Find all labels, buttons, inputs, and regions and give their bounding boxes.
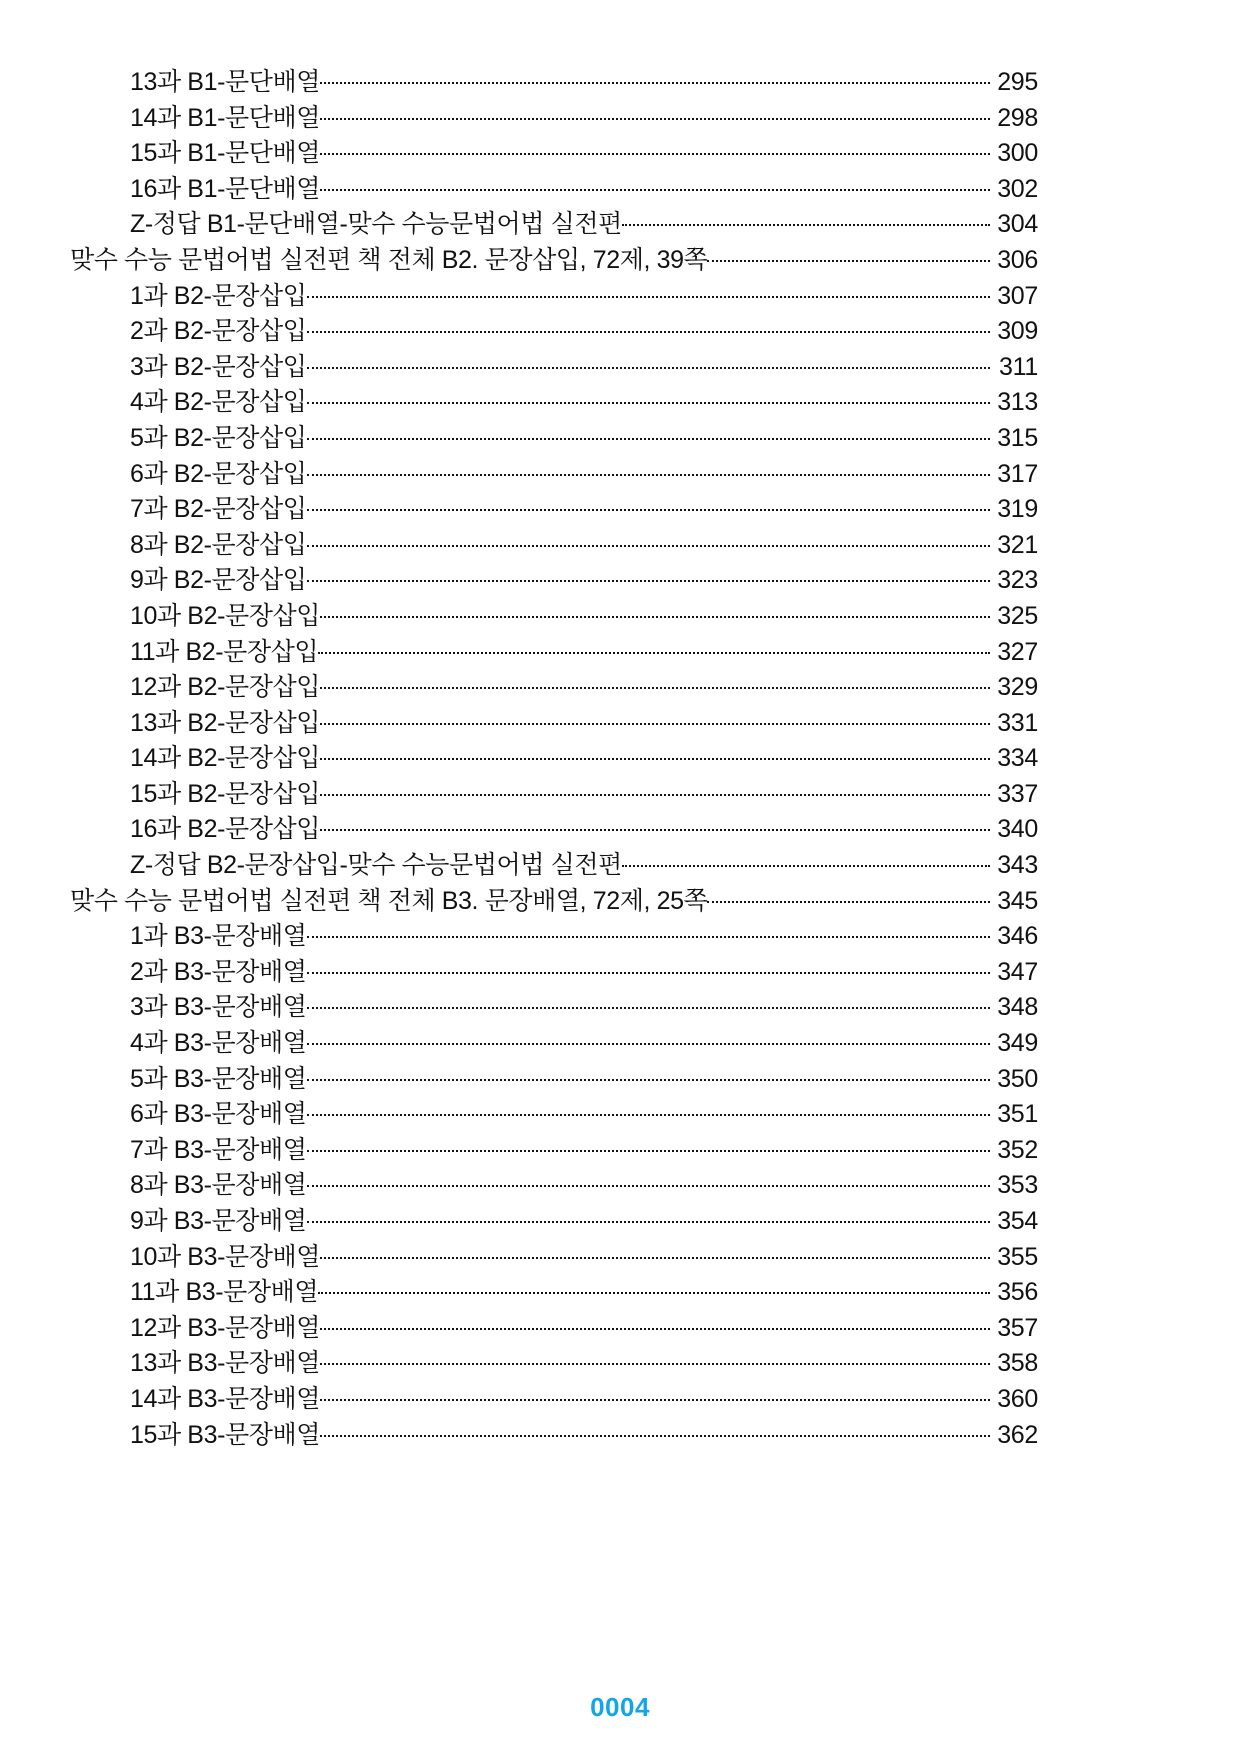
- toc-entry-label: 맞수 수능 문법어법 실전편 책 전체 B2. 문장삽입, 72제, 39쪽: [70, 245, 708, 274]
- toc-entry-row[interactable]: [70, 601, 1038, 640]
- toc-leader-dots: [307, 537, 990, 553]
- toc-leader-dots: [307, 1213, 990, 1229]
- toc-entry-row[interactable]: [70, 1064, 1038, 1103]
- toc-leader-dots: [320, 715, 990, 731]
- toc-leader-dots: [320, 608, 990, 624]
- toc-leader-dots: [318, 1284, 990, 1300]
- toc-entry-label: 15과 B2-문장삽입: [130, 779, 321, 808]
- toc-entry-page-number: 302: [997, 174, 1038, 203]
- toc-entry-row[interactable]: [70, 103, 1038, 142]
- toc-entry-label: 14과 B2-문장삽입: [130, 744, 321, 773]
- toc-entry-row[interactable]: [70, 1135, 1038, 1174]
- toc-entry-page-number: 343: [997, 851, 1038, 880]
- toc-entry-row[interactable]: [70, 1173, 1038, 1209]
- toc-entry-row[interactable]: [70, 1384, 1038, 1423]
- toc-leader-dots: [320, 750, 990, 766]
- toc-entry-label: 2과 B3-문장배열: [130, 957, 307, 986]
- toc-entry-label: 13과 B2-문장삽입: [130, 708, 321, 737]
- toc-entry-row[interactable]: [70, 530, 1038, 569]
- toc-entry-row[interactable]: [70, 1031, 1038, 1067]
- toc-entry-page-number: 300: [997, 139, 1038, 168]
- toc-entry-page-number: 352: [997, 1135, 1038, 1164]
- toc-entry-label: 15과 B3-문장배열: [130, 1420, 321, 1449]
- toc-leader-dots: [307, 928, 990, 944]
- toc-entry-label: 8과 B2-문장삽입: [130, 530, 307, 559]
- toc-entry-label: 4과 B2-문장삽입: [130, 388, 307, 417]
- toc-leader-dots: [707, 252, 990, 268]
- toc-entry-label: 11과 B2-문장삽입: [130, 637, 319, 666]
- toc-entry-page-number: 360: [997, 1384, 1038, 1413]
- toc-entry-label: 13과 B1-문단배열: [130, 68, 321, 96]
- toc-entry-label: 1과 B2-문장삽입: [130, 281, 307, 310]
- toc-entry-page-number: 319: [997, 495, 1038, 524]
- toc-entry-page-number: 354: [997, 1207, 1038, 1235]
- toc-leader-dots: [307, 323, 990, 339]
- toc-entry-label: 7과 B2-문장삽입: [130, 495, 307, 524]
- toc-entry-label: 9과 B2-문장삽입: [130, 566, 307, 595]
- toc-entry-label: 16과 B2-문장삽입: [130, 815, 321, 844]
- toc-entry-row[interactable]: [70, 995, 1038, 1031]
- toc-entry-label: 11과 B3-문장배열: [130, 1278, 319, 1307]
- folio-number: 0004: [590, 1692, 650, 1722]
- toc-entry-row[interactable]: [70, 423, 1038, 462]
- toc-leader-dots: [320, 1427, 990, 1443]
- toc-entry-label: 14과 B1-문단배열: [130, 103, 321, 132]
- toc-entry-row[interactable]: [70, 141, 1038, 177]
- toc-leader-dots: [320, 145, 990, 161]
- toc-entry-label: 10과 B2-문장삽입: [130, 601, 321, 630]
- toc-leader-dots: [320, 74, 990, 90]
- toc-entry-label: 12과 B3-문장배열: [130, 1313, 321, 1342]
- toc-entry-page-number: 309: [997, 317, 1038, 346]
- toc-entry-page-number: 349: [997, 1029, 1038, 1058]
- toc-entry-label: 13과 B3-문장배열: [130, 1349, 321, 1378]
- toc-entry-row[interactable]: [70, 1313, 1038, 1352]
- toc-leader-dots: [307, 501, 990, 517]
- toc-entry-row[interactable]: [70, 390, 1038, 426]
- toc-entry-label: Z-정답 B1-문단배열-맞수 수능문법어법 실전편: [130, 210, 622, 239]
- toc-leader-dots: [320, 1249, 990, 1265]
- toc-entry-row[interactable]: [70, 1420, 1038, 1459]
- toc-entry-page-number: 345: [997, 886, 1038, 915]
- toc-entry-page-number: 323: [997, 566, 1038, 595]
- toc-entry-row[interactable]: [70, 212, 1038, 248]
- toc-entry-page-number: 347: [997, 957, 1038, 986]
- toc-entry-row[interactable]: [70, 708, 1038, 747]
- toc-entry-page-number: 358: [997, 1349, 1038, 1378]
- toc-entry-page-number: 313: [997, 388, 1038, 417]
- toc-leader-dots: [307, 1177, 990, 1193]
- toc-entry-row[interactable]: [70, 637, 1038, 676]
- toc-entry-row[interactable]: [70, 675, 1038, 711]
- toc-entry-page-number: 298: [997, 103, 1038, 132]
- toc-leader-dots: [307, 1035, 990, 1051]
- toc-entry-label: 5과 B2-문장삽입: [130, 423, 307, 452]
- toc-entry-page-number: 317: [997, 459, 1038, 488]
- toc-entry-row[interactable]: [70, 281, 1038, 320]
- toc-entry-row[interactable]: [70, 568, 1038, 604]
- toc-entry-label: 3과 B2-문장삽입: [130, 352, 307, 381]
- toc-entry-row[interactable]: [70, 352, 1038, 391]
- toc-entry-label: 3과 B3-문장배열: [130, 993, 307, 1022]
- toc-leader-dots: [318, 644, 990, 660]
- toc-leader-dots: [320, 679, 990, 695]
- toc-entry-page-number: 295: [997, 68, 1038, 96]
- toc-entry-row[interactable]: [70, 497, 1038, 533]
- toc-entry-label: 2과 B2-문장삽입: [130, 317, 307, 346]
- toc-entry-page-number: 306: [997, 245, 1038, 274]
- toc-entry-page-number: 356: [997, 1278, 1038, 1307]
- toc-leader-dots: [307, 288, 990, 304]
- toc-entry-row[interactable]: [70, 70, 1038, 106]
- toc-entry-page-number: 325: [997, 601, 1038, 630]
- toc-leader-dots: [320, 110, 990, 126]
- toc-entry-label: 5과 B3-문장배열: [130, 1064, 307, 1093]
- toc-entry-label: 6과 B3-문장배열: [130, 1100, 307, 1129]
- toc-entry-label: 맞수 수능 문법어법 실전편 책 전체 B3. 문장배열, 72제, 25쪽: [70, 886, 708, 915]
- toc-leader-dots: [307, 999, 990, 1015]
- toc-entry-label: 15과 B1-문단배열: [130, 139, 321, 168]
- toc-leader-dots: [622, 216, 990, 232]
- toc-entry-label: 7과 B3-문장배열: [130, 1135, 307, 1164]
- toc-entry-page-number: 329: [997, 673, 1038, 702]
- toc-entry-page-number: 350: [997, 1064, 1038, 1093]
- page-footer: [0, 1692, 1240, 1723]
- toc-entry-page-number: 340: [997, 815, 1038, 844]
- toc-leader-dots: [307, 359, 990, 375]
- toc-entry-label: 6과 B2-문장삽입: [130, 459, 307, 488]
- toc-entry-row[interactable]: [70, 1102, 1038, 1138]
- toc-entry-label: 12과 B2-문장삽입: [130, 673, 321, 702]
- toc-entry-page-number: 337: [997, 779, 1038, 808]
- toc-leader-dots: [320, 1355, 990, 1371]
- toc-entry-page-number: 357: [997, 1313, 1038, 1342]
- toc-entry-page-number: 362: [997, 1420, 1038, 1449]
- toc-entry-page-number: 327: [997, 637, 1038, 666]
- toc-leader-dots: [320, 821, 990, 837]
- toc-entry-label: Z-정답 B2-문장삽입-맞수 수능문법어법 실전편: [130, 851, 622, 880]
- toc-entry-page-number: 355: [997, 1242, 1038, 1271]
- toc-entry-row[interactable]: [70, 1280, 1038, 1316]
- toc-entry-label: 14과 B3-문장배열: [130, 1384, 321, 1413]
- toc-leader-dots: [622, 857, 990, 873]
- toc-leader-dots: [320, 786, 990, 802]
- toc-entry-row[interactable]: [70, 174, 1038, 213]
- toc-leader-dots: [307, 1142, 990, 1158]
- toc-entry-page-number: 353: [997, 1171, 1038, 1200]
- toc-leader-dots: [307, 572, 990, 588]
- toc-entry-label: 4과 B3-문장배열: [130, 1029, 307, 1058]
- toc-entry-row[interactable]: [70, 924, 1038, 960]
- toc-entry-label: 10과 B3-문장배열: [130, 1242, 321, 1271]
- toc-entry-label: 9과 B3-문장배열: [130, 1207, 307, 1235]
- toc-entry-page-number: 304: [997, 210, 1038, 239]
- toc-entry-row[interactable]: [70, 459, 1038, 498]
- toc-leader-dots: [307, 1106, 990, 1122]
- table-of-contents-list: [70, 70, 1038, 1458]
- toc-entry-label: 1과 B3-문장배열: [130, 922, 307, 951]
- toc-entry-page-number: 307: [997, 281, 1038, 310]
- toc-entry-row[interactable]: [70, 319, 1038, 355]
- toc-entry-page-number: 351: [997, 1100, 1038, 1129]
- toc-leader-dots: [307, 394, 990, 410]
- toc-entry-row[interactable]: [70, 853, 1038, 889]
- toc-entry-row[interactable]: [70, 1242, 1038, 1281]
- toc-section-row[interactable]: [70, 245, 1038, 284]
- toc-entry-row[interactable]: [70, 1351, 1038, 1387]
- toc-entry-page-number: 346: [997, 922, 1038, 951]
- toc-leader-dots: [307, 430, 990, 446]
- toc-entry-page-number: 321: [997, 530, 1038, 559]
- toc-leader-dots: [707, 893, 990, 909]
- toc-entry-row[interactable]: [70, 1209, 1038, 1245]
- toc-leader-dots: [307, 964, 990, 980]
- toc-leader-dots: [320, 1391, 990, 1407]
- toc-entry-row[interactable]: [70, 957, 1038, 996]
- toc-entry-page-number: 334: [997, 744, 1038, 773]
- toc-leader-dots: [307, 466, 990, 482]
- toc-entry-page-number: 315: [997, 423, 1038, 452]
- toc-entry-page-number: 311: [999, 352, 1038, 381]
- toc-leader-dots: [320, 1320, 990, 1336]
- toc-entry-row[interactable]: [70, 746, 1038, 782]
- toc-entry-page-number: 348: [997, 993, 1038, 1022]
- toc-entry-row[interactable]: [70, 779, 1038, 818]
- toc-leader-dots: [320, 181, 990, 197]
- toc-entry-label: 8과 B3-문장배열: [130, 1171, 307, 1200]
- toc-entry-label: 16과 B1-문단배열: [130, 174, 321, 203]
- toc-leader-dots: [307, 1071, 990, 1087]
- toc-entry-row[interactable]: [70, 817, 1038, 853]
- toc-entry-page-number: 331: [997, 708, 1038, 737]
- toc-section-row[interactable]: [70, 886, 1038, 925]
